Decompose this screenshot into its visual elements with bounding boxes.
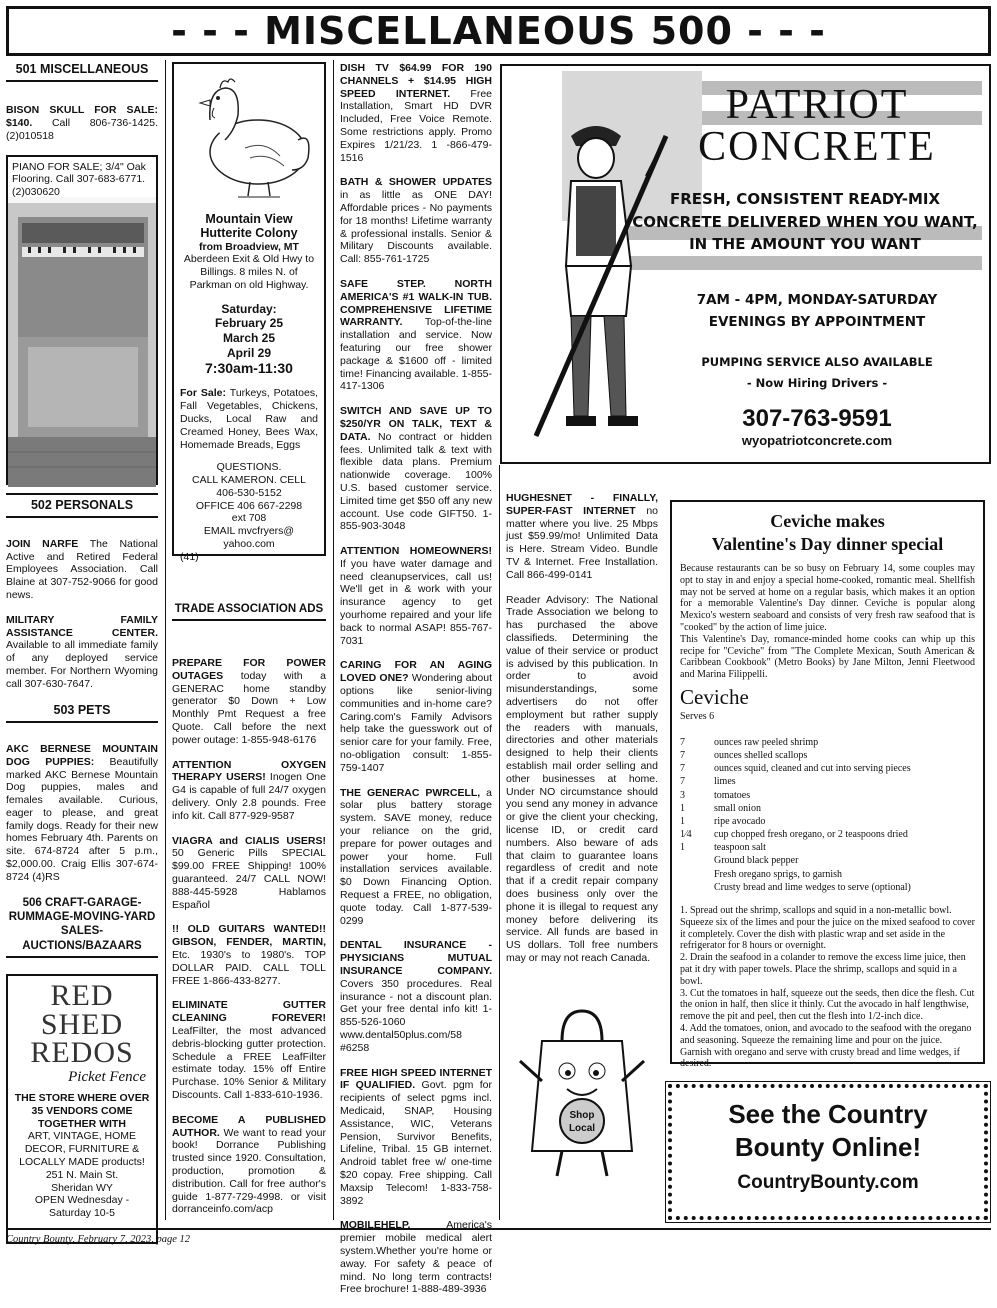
patriot-hours: 7AM - 4PM, MONDAY-SATURDAY [696,292,938,308]
colony-name: Mountain View Hutterite Colony [200,211,298,241]
trade-ad [172,657,326,747]
ad-body: America's premier mobile medical alert system.Whether you're home or away. For safety & peace of mind. No long term contracts! Free brochure! 1-888-489-3936 [340,1219,492,1296]
ad-head: THE GENERAC PWRCELL, [340,786,481,799]
patriot-name: PATRIOT [725,82,909,128]
ingredient-item: limes [714,776,736,788]
ad-head: DENTAL INSURANCE - PHYSICIANS MUTUAL INSURANCE COMPANY. [340,939,492,977]
red-shed-tagline: THE STORE WHERE OVER 35 VENDORS COME TOGETHER WITH [14,1091,150,1130]
ad-head: !! OLD GUITARS WANTED!! GIBSON, FENDER, MARTIN, [172,923,326,949]
ad-body: Free Installation, Smart HD DVR Included, Free Voice Remote. Some restrictions apply. Promo Expires 1/21/23. 1 -866-479-1516 [340,87,492,164]
column-rule [499,465,500,1220]
sale-day: Saturday: [221,301,277,316]
ad-body: If you have water damage and need cleanupservices, call us! We'll get in & work with your insurance agency to get yourhome repaired and your life back to normal ASAP! 855-767-7031 [340,557,492,647]
page-footer [6,1228,991,1247]
ingredient-quantity: 7 [680,749,685,761]
ad-red-shed-redos [6,974,158,1244]
patriot-phone: 307-763-9591 [742,405,892,432]
ad-head: HUGHESNET - FINALLY, SUPER-FAST INTERNET [506,492,658,517]
ad-code: (41) [180,550,199,563]
sale-head: For Sale: [180,387,226,400]
contact-line: CALL KAMERON. CELL [192,474,306,487]
red-shed-hours: Saturday 10-5 [49,1207,115,1220]
article-intro: Because restaurants can be so busy on February 14, some couples may opt to stay in and enjoy a special home-cooked, romantic meal. Shellfish may not be served at home on a regular basis, which makes it an option for a memorable Valentine's Day dinner. Ceviche is popular along Mexico's western seaboard and consists of very fresh raw seafood that is "cooked" by the action of lime juice. [680,563,975,633]
ad-body: Available to all immediate family of any deployed service member. For Northern Wyoming call 307-630-7647. [6,639,158,690]
ad-head: AKC BERNESE MOUNTAIN DOG PUPPIES: [6,742,158,768]
column-rule [333,60,334,1220]
ad-head: SAFE STEP. NORTH AMERICA'S #1 WALK-IN TUB. COMPREHENSIVE LIFETIME WARRANTY. [340,277,492,329]
shop-local-mascot [512,981,652,1181]
ingredient-row [680,776,975,789]
trade-ad [340,278,492,393]
ad-head: CARING FOR AN AGING LOVED ONE? [340,659,492,685]
ad-head: ATTENTION HOMEOWNERS! [340,545,492,558]
ingredient-item: teaspoon salt [714,842,766,854]
logo-line: SHED [40,1007,124,1041]
column-2 [172,62,326,1228]
ingredient-quantity: 1 [680,802,685,814]
ingredient-row [680,803,975,816]
recipe-step: 3. Cut the tomatoes in half, squeeze out the seeds, then dice the flesh. Cut the onion in half, then slice it thinly. Cut the avocado in half lengthwise, remove the pit and peel, then cut the flesh into 1/2-inch dice. [680,987,975,1023]
ingredient-quantity: 1⁄4 [680,829,692,841]
ad-body: The National Active and Retired Federal Employees Association. Call Blaine at 307-752-9066 for good news. [6,537,158,602]
red-shed-body: ART, VINTAGE, HOME DECOR, FURNITURE & LOCALLY MADE products! [19,1130,145,1168]
piano-photo [8,197,156,487]
ad-head: SWITCH AND SAVE UP TO $250/YR ON TALK, TEXT & DATA. [340,405,492,443]
red-shed-hours: OPEN Wednesday - [34,1194,130,1207]
ingredient-quantity [680,882,714,895]
trade-ad [172,999,326,1101]
ad-head: BISON SKULL FOR SALE: $140. [6,104,158,130]
ad-piano-text: PIANO FOR SALE; 3/4" Oak Flooring. Call 307-683-6771. (2)030620 [8,157,156,203]
ingredient-list [680,737,975,895]
recipe-step: 4. Add the tomatoes, onion, and avocado to the seafood with the oregano and seasoning. Squeeze the remaining lime and pour on the juice. Garnish with oregano and serve with crusty bread and lime wedges, if desired. [680,1022,972,1070]
column-3 [340,62,492,1308]
ingredient-quantity: 1 [680,815,685,827]
section-501-heading: 501 MISCELLANEOUS [6,62,158,82]
ingredient-quantity: 7 [680,776,685,788]
trade-ads-list [172,657,326,1216]
ad-body: a solar plus battery storage system. SAVE money, reduce your reliance on the grid, prepare for power outages and power your home. Full installation services available. $0 Down Financing Option. Request a FREE, no obligation, quote today. Call 1-877-539-0299 [340,786,493,927]
ad-body: Wondering about options like senior-living communities and in-home care? Caring.com's Family Advisors help take the guesswork out of senior care for your family. Free, no-obligation consult: 1-855-759-1407 [340,672,492,774]
ad-head: ELIMINATE GUTTER CLEANING FOREVER! [172,999,326,1025]
ad-body: Etc. 1930's to 1980's. TOP DOLLAR PAID. CALL TOLL FREE 1-866-433-8277. [172,948,326,987]
contact-line: QUESTIONS. [216,461,282,474]
column-1 [6,62,158,1244]
trade-ad [172,923,326,987]
svg-text:Local: Local [568,1122,596,1134]
sale-date: February 25 [214,316,284,331]
patriot-tagline: IN THE AMOUNT YOU WANT [689,235,921,253]
patriot-hours: EVENINGS BY APPOINTMENT [708,313,926,330]
footer-text: Country Bounty, February 7, 2023, page 12 [6,1234,191,1245]
ad-body: Call 806-736-1425. (2)010518 [6,117,159,142]
ad-narfe [6,538,158,602]
trade-ad [340,405,492,533]
trade-ad [340,787,492,928]
red-shed-address: 251 N. Main St. [45,1168,119,1181]
trade-ad [340,939,492,1054]
section-503-heading: 503 PETS [6,703,158,723]
colony-sale-items [180,387,318,451]
ad-bernese-puppies [6,743,158,884]
contact-ext: ext 708 [231,512,267,525]
section-banner [6,6,991,56]
column-rule [165,60,166,1220]
recipe-serves: Serves 6 [680,710,715,722]
ingredient-item: ripe avocado [714,815,766,827]
ingredient-row [680,763,975,776]
trade-association-heading: TRADE ASSOCIATION ADS [172,602,326,621]
logo-line: REDOS [30,1036,134,1070]
ingredient-item: ounces squid, cleaned and cut into serving pieces [714,763,911,775]
ad-piano [6,155,158,485]
ingredient-item: ounces shelled scallops [714,749,808,761]
ingredient-quantity: 7 [680,736,685,748]
contact-email: yahoo.com [223,538,275,551]
patriot-tagline: FRESH, CONSISTENT READY-MIX [669,190,941,208]
shop-local-text: Shop [569,1109,595,1121]
ingredient-row [680,737,975,750]
ad-body: today with a GENERAC home standby generator $0 Down + Low Monthly Pmt Request a free Quote. Call before the next power outage: 1-855-948-6176 [172,669,326,746]
ad-head: MILITARY FAMILY ASSISTANCE CENTER. [6,613,158,639]
online-line: See the Country [728,1099,928,1129]
ad-body: in as little as ONE DAY! Affordable prices - No payments for 18 months! Lifetime warranty & professional installs. Senior & Military Discounts available. Call: 855-761-1725 [340,189,492,266]
trade-ad [340,659,492,774]
ingredient-row [680,882,975,895]
contact-phone: 406-530-5152 [216,486,282,499]
banner-title: - - - MISCELLANEOUS 500 - - - [171,8,826,53]
recipe-step: 1. Spread out the shrimp, scallops and squid in a non-metallic bowl. Squeeze six of the limes and pour the juice on the mixed seafood to cover it completely. Cover the dish with plastic wrap and set aside in the refrigerator for 8 hours or overnight. [680,905,975,952]
trade-ad [172,759,326,823]
patriot-tagline: CONCRETE DELIVERED WHEN YOU WANT, [632,212,978,231]
ingredient-item: small onion [714,802,761,814]
ingredient-row [680,842,975,855]
red-shed-city: Sheridan WY [51,1181,113,1194]
trade-ad [172,1114,326,1216]
ad-head: MOBILEHELP, [340,1219,411,1232]
ad-head: ATTENTION OXYGEN THERAPY USERS! [172,758,326,784]
logo-tagline: Picket Fence [68,1068,146,1085]
ad-body: Inogen One G4 is capable of full 24/7 oxygen delivery. Only 2.8 pounds. Free info kit. Call 877-929-9587 [172,771,326,822]
trade-ad [340,1067,492,1208]
patriot-hiring: - Now Hiring Drivers - [746,375,888,390]
article-title: Valentine's Day dinner special [711,533,944,554]
ad-head: JOIN NARFE [6,537,79,550]
ingredient-item: tomatoes [714,789,751,801]
ingredient-item: Ground black pepper [714,855,799,867]
ad-body: LeafFilter, the most advanced debris-blocking gutter protection. Schedule a FREE LeafFilter estimate today. 15% off Entire Purchase. 10% Senior & Military Discounts. Call 1-833-610-1936. [172,1024,326,1101]
contact-phone: OFFICE 406 667-2298 [195,499,303,512]
ad-body: 50 Generic Pills SPECIAL $99.00 FREE Shipping! 100% guaranteed. 24/7 CALL NOW! 888-445-5928 Hablamos Español [172,847,326,911]
ad-bison-skull [6,104,158,142]
colony-directions: Aberdeen Exit & Old Hwy to Billings. 8 miles N. of Parkman on old Highway. [183,253,315,291]
ad-head: PREPARE FOR POWER OUTAGES [172,657,326,682]
ad-hutterite-colony [172,62,326,563]
logo-line: RED [50,979,114,1013]
trade-ad [340,545,492,647]
article-ceviche [670,500,985,1070]
ingredient-quantity: 3 [680,789,685,801]
ad-military-family [6,614,158,691]
ingredient-row [680,790,975,803]
ingredient-item: ounces raw peeled shrimp [714,736,819,748]
ad-country-bounty-online [668,1084,988,1220]
sale-date: April 29 [226,345,271,360]
trade-ad [340,176,492,266]
ad-body: Govt. pgm for recipients of select pgms incl. Medicaid, SNAP, Housing Assistance, WIC, Veterans Pension, Survivor Benefits, Lifeline, Tribal. 15 GB internet. Android tablet free w/ one-time $20 copay. Free shipping. Call Maxsip Telecom! 1-833-758-3892 [340,1079,493,1207]
chicken-illustration [180,70,320,200]
ingredient-quantity [680,855,714,868]
reader-advisory: Reader Advisory: The National Trade Association we belong to has purchased the above classifieds. Determining the value of their service or product is advised by this publication. In order to avoid misunderstandings, some advertisers do not offer employment but rather supply the readers with manuals, directories and other materials designed to help their clients establish mail order selling and other businesses at home. Under NO circumstance should you send any money in advance or give the client your checking, license ID, or credit card numbers. Also beware of ads that claim to guarantee loans regardless of credit and note that if a credit repair company does business only over the phone it is illegal to request any money before delivering its service. All funds are based in US dollars. Toll free numbers may or may not reach Canada. [506,593,658,964]
section-506-heading: 506 CRAFT-GARAGE-RUMMAGE-MOVING-YARD SALES-AUCTIONS/BAZAARS [6,896,158,959]
ad-head: VIAGRA and CIALIS USERS! [172,834,326,847]
trade-ad [506,492,658,582]
ingredient-row [680,855,975,868]
ad-body: Covers 350 procedures. Real insurance - not a discount plan. Get your free dental info kit! 1-855-526-1060 www.dental50plus.com/58 #6258 [340,977,492,1054]
recipe-step: 2. Drain the seafood in a colander to remove the excess lime juice, then pat it dry with paper towels. Place the shrimp, scallops and squid in a bowl. [680,952,966,987]
ad-head: BECOME A PUBLISHED AUTHOR. [172,1113,326,1139]
article-intro: This Valentine's Day, romance-minded home cooks can whip up this recipe for "Ceviche" from "The Complete Mexican, South American & Caribbean Cookbook" (Metro Books) by Jane Milton, Jenni Fleetwood and Marina Filippelli. [680,633,975,681]
ingredient-item: Fresh oregano sprigs, to garnish [714,868,843,880]
ingredient-row [680,816,975,829]
sale-date: March 25 [222,330,276,345]
patriot-website[interactable]: wyopatriotconcrete.com [741,433,893,449]
ad-body: no matter where you live. 25 Mbps just $59.99/mo! Unlimited Data is Here. Stream Video. Bundle TV & Internet. Free Installation. Call 866-499-0141 [506,504,658,581]
ingredient-quantity [680,869,714,882]
trade-ad [340,62,492,164]
ad-patriot-concrete [500,64,991,464]
ingredient-item: Crusty bread and lime wedges to serve (optional) [714,881,911,893]
section-502-heading: 502 PERSONALS [6,493,158,516]
ingredient-row [680,750,975,763]
patriot-pumping: PUMPING SERVICE ALSO AVAILABLE [701,355,933,369]
ad-head: DISH TV $64.99 FOR 190 CHANNELS + $14.95 HIGH SPEED INTERNET. [340,62,492,100]
ingredient-quantity: 7 [680,763,685,775]
article-title: Ceviche makes [770,511,885,531]
ad-head: FREE HIGH SPEED INTERNET IF QUALIFIED. [340,1066,492,1092]
red-shed-logo [12,979,152,1070]
sale-list: Turkeys, Potatoes, Fall Vegetables, Chickens, Ducks, Local Raw and Creamed Honey, Bees Wax, Homemade Breads, Eggs [180,387,319,451]
recipe-steps [680,905,975,1070]
ad-body: No contract or hidden fees. Unlimited talk & text with flexible data plans. Premium nationwide coverage. 100% U.S. based customer service. Limited time get $50 off any new account. Use code GIFT50. 1-855-903-3048 [340,430,492,533]
column-4 [506,492,658,1184]
online-url[interactable]: CountryBounty.com [737,1172,919,1193]
recipe-name: Ceviche [680,684,749,709]
ingredient-row [680,829,975,842]
online-line: Bounty Online! [734,1131,922,1162]
ingredient-row [680,869,975,882]
contact-email: EMAIL mvcfryers@ [203,525,295,538]
sale-time: 7:30am-11:30 [205,360,293,377]
ad-head: BATH & SHOWER UPDATES [340,176,492,189]
ingredient-item: cup chopped fresh oregano, or 2 teaspoons dried [714,829,908,841]
colony-location: from Broadview, MT [199,240,299,253]
ad-body: We want to read your book! Dorrance Publishing trusted since 1920. Consultation, production, promotion & distribution. Call for free author's guide 1-877-729-4998. or visit dorranceinfo.com/acp [172,1126,327,1216]
patriot-name: CONCRETE [698,124,936,170]
trade-ad [172,835,326,912]
ingredient-quantity: 1 [680,842,685,854]
ad-body: Top-of-the-line installation and service. Now featuring our free shower package & $1600 off - limited time! Financing available. 1-855-417-1306 [340,316,492,393]
ad-body: Beautifully marked AKC Bernese Mountain Dog puppies, males and females available. Curious, eager to please, and great family dogs. Ready for their new homes February 4th. Parents on site. 674-8724 after 5 p.m., $2,000.00. Craig Ellis 307-674-8724 (4)RS [6,755,158,883]
